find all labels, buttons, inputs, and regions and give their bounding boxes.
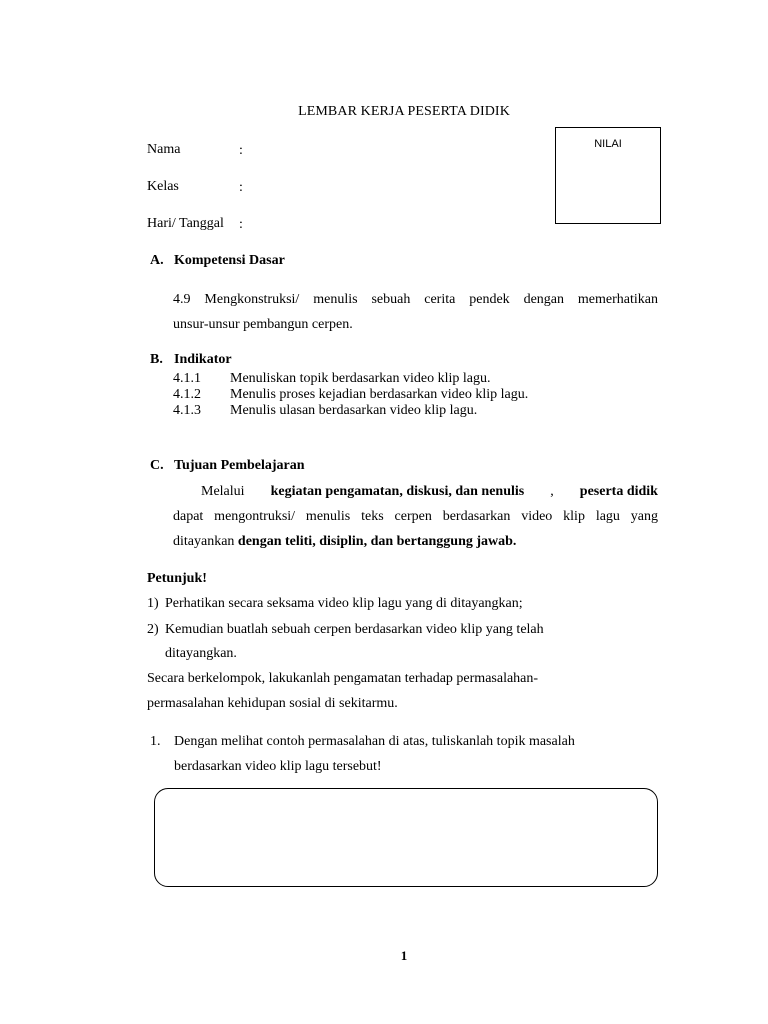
section-a-title: Kompetensi Dasar: [174, 253, 285, 268]
section-b-title: Indikator: [174, 352, 232, 367]
question-1-num: 1.: [150, 734, 161, 749]
answer-box[interactable]: [154, 788, 658, 887]
indicator-num-1: 4.1.1: [173, 371, 201, 386]
petunjuk-title: Petunjuk!: [147, 571, 207, 586]
field-colon-hari-tanggal: :: [239, 217, 243, 232]
petunjuk-note-2: permasalahan kehidupan sosial di sekitarmu.: [147, 696, 398, 711]
petunjuk-note-1: Secara berkelompok, lakukanlah pengamatan terhadap permasalahan-: [147, 671, 539, 686]
field-label-hari-tanggal: Hari/ Tanggal: [147, 216, 224, 231]
section-c-title: Tujuan Pembelajaran: [174, 458, 305, 473]
indicator-num-3: 4.1.3: [173, 403, 201, 418]
petunjuk-item-2-cont: ditayangkan.: [165, 646, 237, 661]
page-title: LEMBAR KERJA PESERTA DIDIK: [298, 104, 510, 119]
field-label-nama: Nama: [147, 142, 181, 157]
petunjuk-item-1: Perhatikan secara seksama video klip lagu yang di ditayangkan;: [165, 596, 523, 611]
section-c-bold-1: kegiatan pengamatan, diskusi, dan nenulis: [270, 484, 525, 499]
section-c-l3-bold: dengan teliti, disiplin, dan bertanggung jawab.: [237, 534, 517, 549]
indicator-text-1: Menuliskan topik berdasarkan video klip lagu.: [230, 371, 491, 386]
field-colon-nama: :: [239, 143, 243, 158]
field-colon-kelas: :: [239, 180, 243, 195]
section-c-comma: ,: [550, 484, 554, 499]
petunjuk-item-1-num: 1): [147, 596, 159, 611]
page-number: 1: [400, 948, 408, 963]
indicator-num-2: 4.1.2: [173, 387, 201, 402]
section-c-line-2: dapat mengontruksi/ menulis teks cerpen berdasarkan video klip lagu yang: [173, 509, 658, 524]
question-1-line-2: berdasarkan video klip lagu tersebut!: [174, 759, 382, 774]
petunjuk-item-2: Kemudian buatlah sebuah cerpen berdasarkan video klip yang telah: [165, 622, 544, 637]
section-c-letter: C.: [150, 458, 164, 473]
question-1-line-1: Dengan melihat contoh permasalahan di atas, tuliskanlah topik masalah: [174, 734, 575, 749]
nilai-label: NILAI: [594, 138, 622, 150]
nilai-box: [555, 127, 661, 224]
petunjuk-item-2-num: 2): [147, 622, 159, 637]
section-c-l3-prefix: ditayankan: [173, 534, 235, 549]
section-a-line-1: 4.9 Mengkonstruksi/ menulis sebuah cerita pendek dengan memerhatikan: [173, 292, 658, 307]
section-c-bold-2: peserta didik: [579, 484, 658, 499]
field-label-kelas: Kelas: [147, 179, 179, 194]
section-c-prefix: Melalui: [201, 484, 245, 499]
indicator-text-2: Menulis proses kejadian berdasarkan video klip lagu.: [230, 387, 529, 402]
indicator-text-3: Menulis ulasan berdasarkan video klip lagu.: [230, 403, 478, 418]
section-a-letter: A.: [150, 253, 164, 268]
section-c-line-3: [173, 534, 516, 550]
section-a-line-2: unsur-unsur pembangun cerpen.: [173, 317, 353, 332]
section-c-line-1: [201, 484, 658, 500]
section-b-letter: B.: [150, 352, 163, 367]
